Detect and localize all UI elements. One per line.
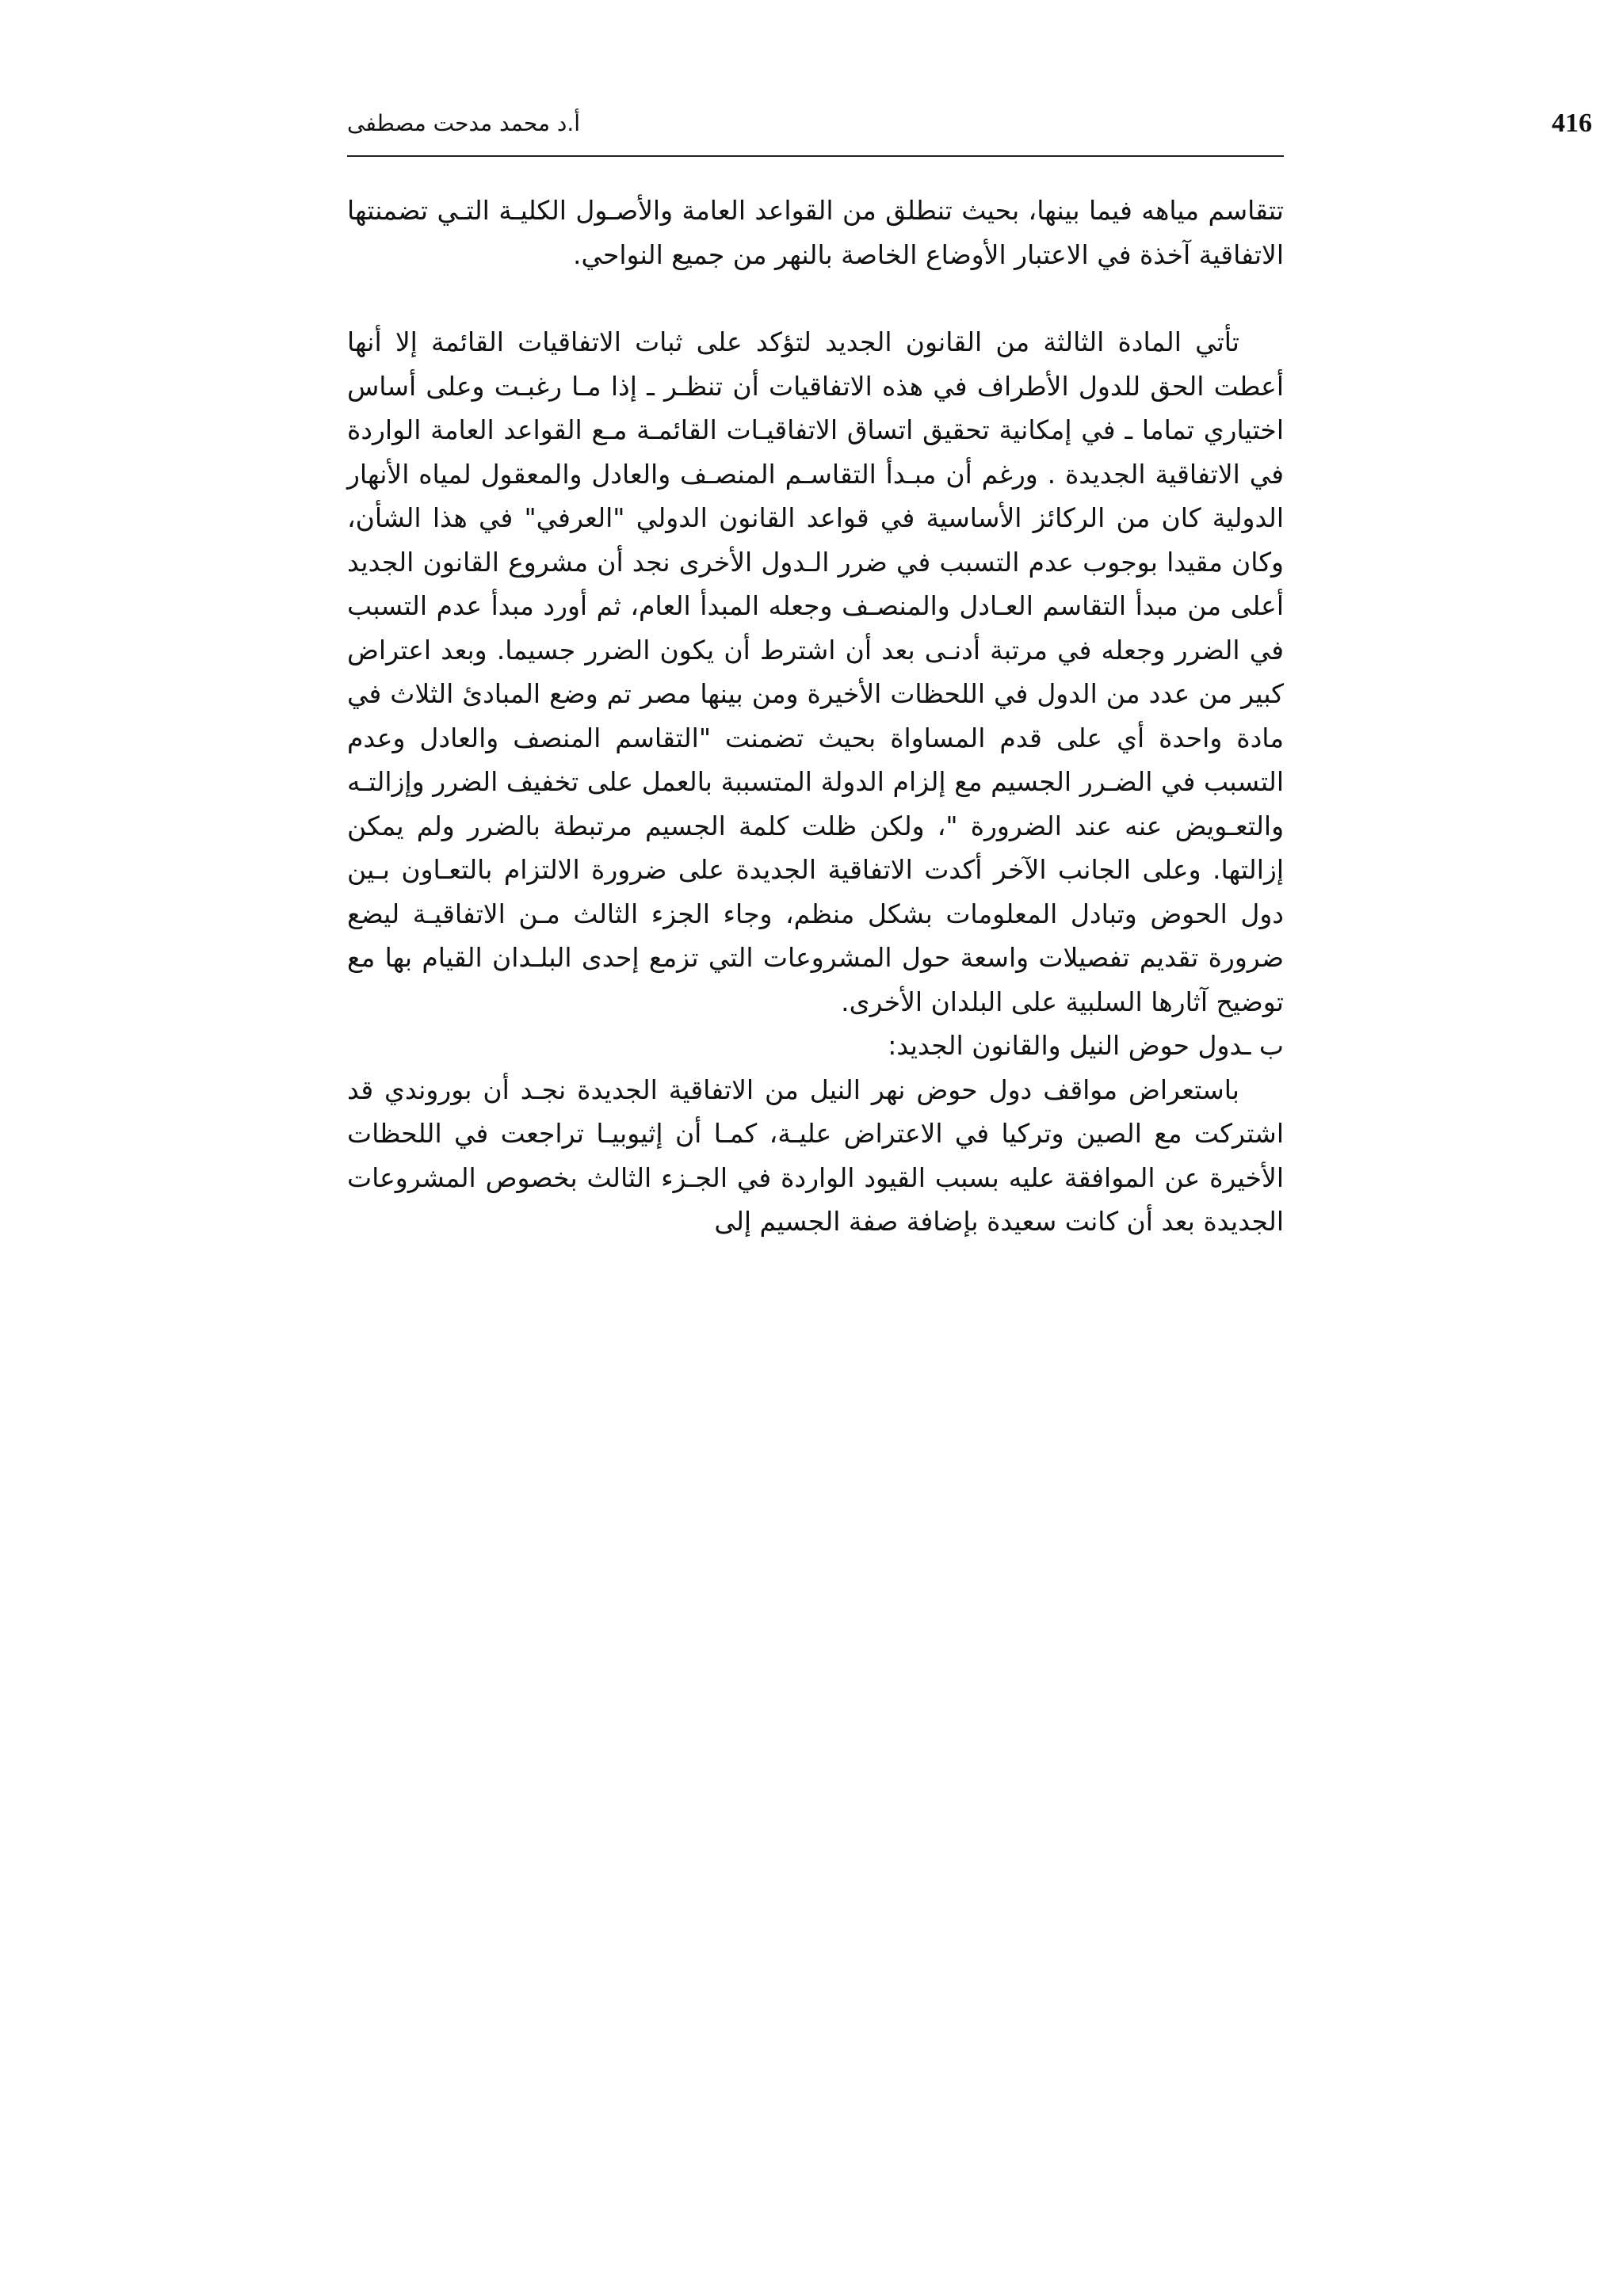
header-rule xyxy=(347,155,1284,157)
author-name: أ.د محمد مدحت مصطفى xyxy=(347,110,581,136)
running-header xyxy=(347,101,1592,149)
paragraph-3: باستعراض مواقف دول حوض نهر النيل من الاتفاقية الجديدة نجـد أن بوروندي قد اشتركت مع الصين وتركيا في الاعتراض عليـة، كمـا أن إثيوبيـا تراجعت في اللحظات الأخيرة عن الموافقة عليه بسبب القيود الواردة في الجـزء الثالث بخصوص المشروعات الجديدة بعد أن كانت سعيدة بإضافة صفة الجسيم إلى xyxy=(347,1074,1284,1237)
paragraph-1: تتقاسم مياهه فيما بينها، بحيث تنطلق من القواعد العامة والأصـول الكليـة التـي تضمنتها الاتفاقية آخذة في الاعتبار الأوضاع الخاصة بالنهر من جميع النواحي. xyxy=(347,195,1284,270)
body-text xyxy=(347,189,1284,1244)
section-subheading: ب ـدول حوض النيل والقانون الجديد: xyxy=(888,1030,1284,1061)
page-number: 416 xyxy=(1552,109,1592,138)
paragraph-2: تأتي المادة الثالثة من القانون الجديد لتؤكد على ثبات الاتفاقيات القائمة إلا أنها أعطت الحق للدول الأطراف في هذه الاتفاقيات أن تنظـر ـ إذا مـا رغبـت وعلى أساس اختياري تماما ـ في إمكانية تحقيق اتساق الاتفاقيـات القائمـة مـع القواعد العامة الواردة في الاتفاقية الجديدة . ورغم أن مبـدأ التقاسـم المنصـف والعادل والمعقول لمياه الأنهار الدولية كان من الركائز الأساسية في قواعد القانون الدولي "العرفي" في هذا الشأن، وكان مقيدا بوجوب عدم التسبب في ضرر الـدول الأخرى نجد أن مشروع القانون الجديد أعلى من مبدأ التقاسم العـادل والمنصـف وجعله المبدأ العام، ثم أورد مبدأ عدم التسبب في الضرر وجعله في مرتبة أدنـى بعد أن اشترط أن يكون الضرر جسيما. وبعد اعتراض كبير من عدد من الدول في اللحظات الأخيرة ومن بينها مصر تم وضع المبادئ الثلاث في مادة واحدة أي على قدم المساواة بحيث تضمنت "التقاسم المنصف والعادل وعدم التسبب في الضـرر الجسيم مع إلزام الدولة المتسببة بالعمل على تخفيف الضرر وإزالتـه والتعـويض عنه عند الضرورة "، ولكن ظلت كلمة الجسيم مرتبطة بالضرر ولم يمكن إزالتها. وعلى الجانب الآخر أكدت الاتفاقية الجديدة على ضرورة الالتزام بالتعـاون بـين دول الحوض وتبادل المعلومات بشكل منظم، وجاء الجزء الثالث مـن الاتفاقيـة ليضع ضرورة تقديم تفصيلات واسعة حول المشروعات التي تزمع إحدى البلـدان القيام بها مع توضيح آثارها السلبية على البلدان الأخرى. xyxy=(347,326,1284,1017)
